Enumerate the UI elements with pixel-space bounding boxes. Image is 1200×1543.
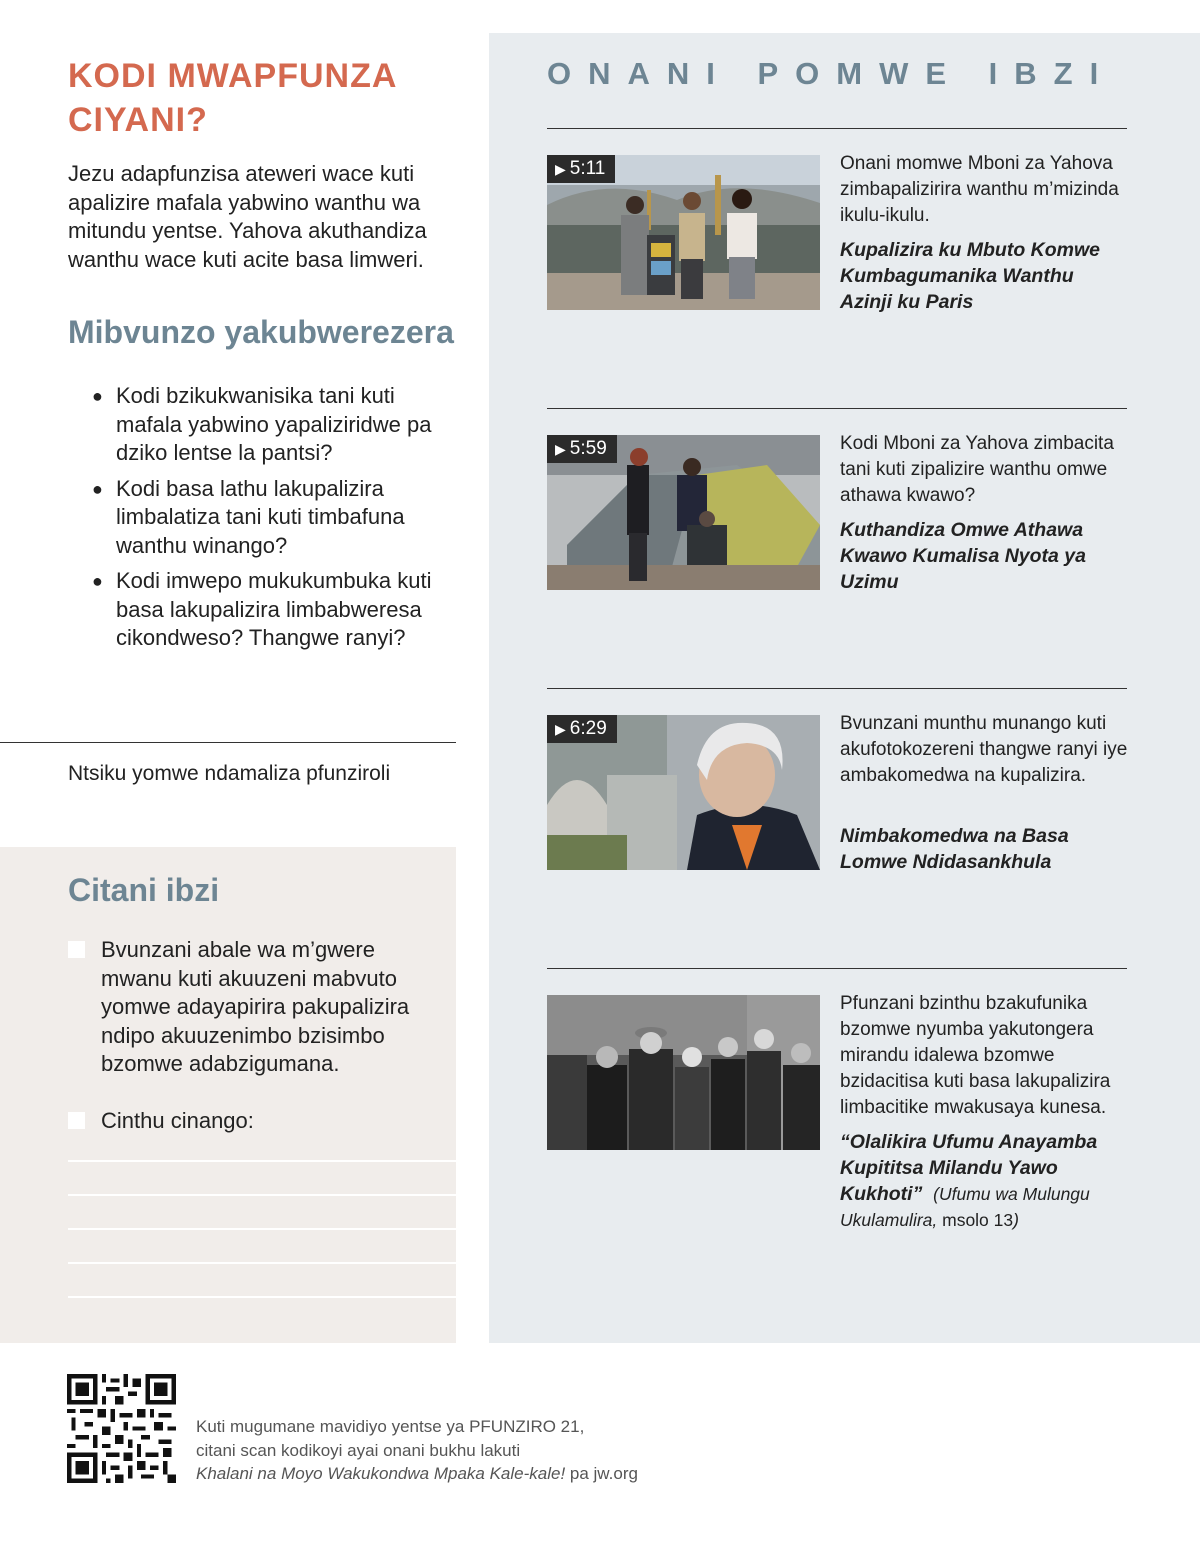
- footer-line: citani scan kodikoyi ayai onani bukhu lakuti: [196, 1440, 521, 1460]
- write-line[interactable]: [68, 1228, 456, 1230]
- bullet-icon: ●: [92, 478, 103, 499]
- video-duration-badge: [547, 155, 615, 183]
- video-title[interactable]: Kupalizira ku Mbuto Komwe Kumbagumanika Wanthu Azinji ku Paris: [840, 239, 1101, 313]
- write-line[interactable]: [68, 1262, 456, 1264]
- qr-code-icon[interactable]: [67, 1374, 176, 1483]
- review-question: Kodi bzikukwanisika tani kuti mafala yabwino yapaliziridwe pa dziko lentse la pantsi?: [116, 383, 432, 465]
- activity-box: [0, 847, 456, 1343]
- video-duration-badge: [547, 435, 617, 463]
- summary-title: KODI MWAPFUNZA CIYANI?: [68, 57, 397, 139]
- play-icon: ▶: [555, 721, 566, 737]
- article-reference-chapter: msolo 13: [937, 1210, 1014, 1230]
- write-line[interactable]: [68, 1160, 456, 1162]
- article-reference-book: Ufumu wa Mulungu Ukulamulira,: [840, 1184, 1090, 1230]
- video-thumbnail[interactable]: [547, 155, 820, 310]
- video-duration: 5:59: [569, 438, 607, 459]
- article-title[interactable]: [840, 1129, 1130, 1233]
- activity-item: [68, 1107, 438, 1136]
- footer-line: [196, 1462, 756, 1486]
- article-description: Pfunzani bzinthu bzakufunika bzomwe nyumba yakutongera mirandu idalewa bzomwe bzidacitisa kuti basa lakupalizira limbacitike mwakusaya kunesa.: [840, 993, 1111, 1118]
- video-divider: [547, 408, 1127, 409]
- footer-note: [196, 1415, 756, 1486]
- video-divider: [547, 688, 1127, 689]
- watch-title: ONANI POMWE IBZI: [547, 56, 1116, 91]
- footer-line: Kuti mugumane mavidiyo yentse ya PFUNZIRO 21,: [196, 1417, 585, 1436]
- video-title[interactable]: Kuthandiza Omwe Athawa Kwawo Kumalisa Nyota ya Uzimu: [840, 519, 1086, 593]
- video-divider: [547, 128, 1127, 129]
- activity-title: Citani ibzi: [68, 872, 220, 908]
- activity-item: [68, 936, 438, 1079]
- review-question: Kodi basa lathu lakupalizira limbalatiza tani kuti timbafuna wanthu winango?: [116, 475, 405, 558]
- review-title: Mibvunzo yakubwerezera: [68, 314, 454, 350]
- article-divider: [547, 968, 1127, 969]
- article-thumbnail[interactable]: [547, 995, 820, 1150]
- activity-text: Cinthu cinango:: [101, 1108, 254, 1133]
- bullet-icon: ●: [92, 571, 103, 591]
- video-description: Onani momwe Mboni za Yahova zimbapalizirira wanthu m’mizinda ikulu-ikulu.: [840, 153, 1119, 226]
- video-thumbnail[interactable]: [547, 435, 820, 590]
- write-line[interactable]: [68, 1296, 456, 1298]
- video-title[interactable]: Nimbakomedwa na Basa Lomwe Ndidasankhula: [840, 825, 1069, 873]
- video-description: Bvunzani munthu munango kuti akufotokozereni thangwe ranyi iye ambakomedwa na kupalizira.: [840, 713, 1128, 786]
- footer-site[interactable]: pa jw.org: [565, 1464, 638, 1483]
- activity-checkbox[interactable]: [68, 1112, 85, 1129]
- article-reference: (Ufumu wa Mulungu Ukulamulira, msolo 13): [840, 1184, 1090, 1230]
- article-title-text: “Olalikira Ufumu Anayamba Kupititsa Milandu Yawo Kukhoti”: [840, 1131, 1098, 1205]
- video-duration: 6:29: [569, 718, 607, 739]
- review-question: Kodi imwepo mukukumbuka kuti basa lakupalizira limbabweresa cikondweso? Thangwe ranyi?: [116, 568, 432, 650]
- summary-body: Jezu adapfunzisa ateweri wace kuti apalizire mafala yabwino wanthu wa mitundu yentse. Yahova akuthandiza wanthu wace kuti acite basa limweri.: [68, 161, 427, 272]
- completion-date-label: Ntsiku yomwe ndamaliza pfunziroli: [68, 762, 391, 785]
- review-questions-list: [92, 382, 462, 660]
- bullet-icon: ●: [92, 386, 103, 406]
- video-duration-badge: [547, 715, 617, 743]
- activity-checkbox[interactable]: [68, 941, 85, 958]
- play-icon: ▶: [555, 161, 566, 177]
- list-item: [92, 567, 462, 653]
- list-item: [92, 475, 462, 561]
- completion-divider: [0, 742, 456, 743]
- historical-group-photo-image: [547, 995, 820, 1150]
- activity-text: Bvunzani abale wa m’gwere mwanu kuti akuuzeni mabvuto yomwe adayapirira pakupalizira ndipo akuuzenimbo bzisimbo bzomwe adabzigumana.: [101, 937, 410, 1076]
- video-duration: 5:11: [569, 158, 606, 179]
- video-thumbnail[interactable]: [547, 715, 820, 870]
- play-icon: ▶: [555, 441, 566, 457]
- footer-book-title: Khalani na Moyo Wakukondwa Mpaka Kale-kale!: [196, 1464, 566, 1483]
- list-item: [92, 382, 462, 468]
- write-line[interactable]: [68, 1194, 456, 1196]
- video-description: Kodi Mboni za Yahova zimbacita tani kuti zipalizire wanthu omwe athawa kwawo?: [840, 433, 1114, 506]
